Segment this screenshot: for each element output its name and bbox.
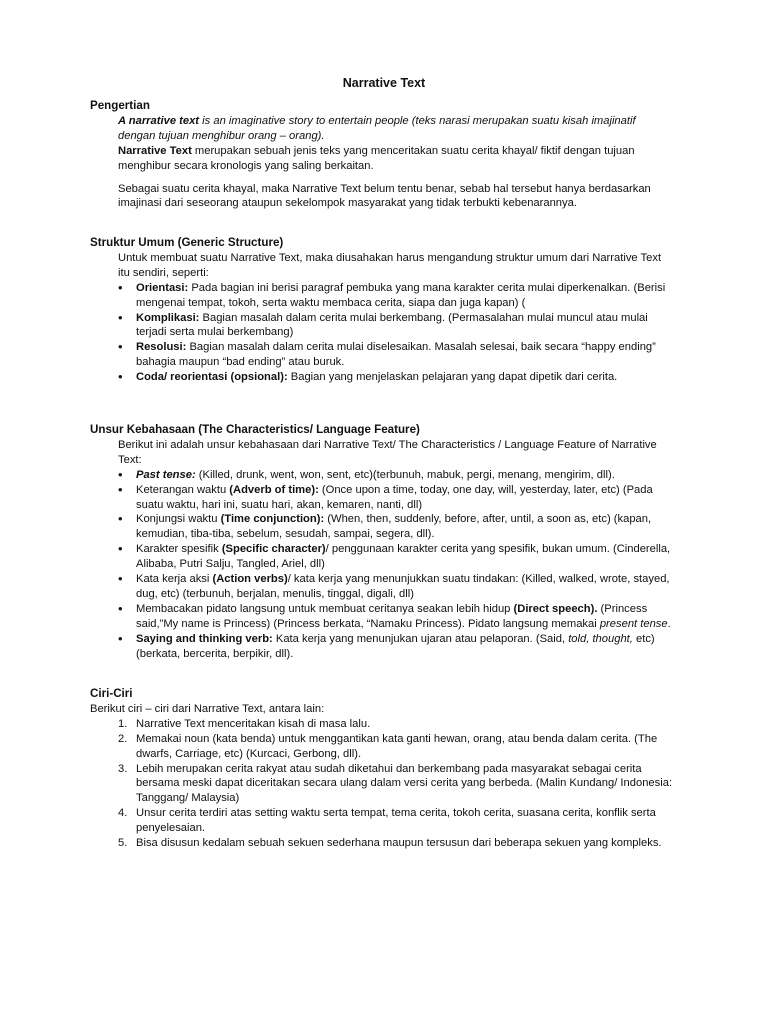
item-text: Unsur cerita terdiri atas setting waktu serta tempat, tema cerita, tokoh cerita, suasana cerita, konflik serta penyelesaian. xyxy=(136,807,656,835)
item-text: Membacakan pidato langsung untuk membuat ceritanya seakan lebih hidup xyxy=(136,602,514,615)
list-item xyxy=(118,602,675,632)
list-item xyxy=(118,512,675,542)
structure-list xyxy=(118,281,675,385)
section-struktur xyxy=(90,236,675,385)
item-text: Karakter spesifik xyxy=(136,543,222,556)
section-intro: Berikut ciri – ciri dari Narrative Text, antara lain: xyxy=(90,702,325,715)
term: Orientasi: xyxy=(136,281,189,294)
item-text: Bagian yang menjelaskan pelajaran yang dapat dipetik dari cerita. xyxy=(287,371,618,384)
item-text: Lebih merupakan cerita rakyat atau sudah diketahui dan berkembang pada masyarakat sebagai cerita bersama meski dapat diceritakan secara ulang dalam versi cerita yang berbeda. (Malin Kundang/ Indonesia: Tanggang/ Malaysia) xyxy=(136,762,673,805)
list-item xyxy=(118,762,675,807)
item-text: Konjungsi waktu xyxy=(136,513,221,526)
term: Resolusi: xyxy=(136,341,187,354)
section-unsur xyxy=(90,423,675,662)
item-text: Bagian masalah dalam cerita mulai diselesaikan. Masalah selesai, baik secara “happy ending” bahagia maupun “bad ending” atau buruk. xyxy=(136,341,656,369)
item-text: Pada bagian ini berisi paragraf pembuka yang mana karakter cerita mulai diperkenalkan. (Berisi mengenai tempat, tokoh, serta waktu membaca cerita, siapa dan juga kapan) ( xyxy=(136,281,666,309)
item-text: Kata kerja aksi xyxy=(136,573,213,586)
item-text: Narrative Text menceritakan kisah di masa lalu. xyxy=(136,717,371,730)
list-number: 4. xyxy=(118,807,128,820)
item-text: (When, then, suddenly, before, after, until, a soon as, etc) (kapan, kemudian, tiba-tiba, sebelum, sesudah, sampai, segera, dll). xyxy=(136,513,652,541)
section-heading: Struktur Umum (Generic Structure) xyxy=(90,236,284,249)
term: Komplikasi: xyxy=(136,311,200,324)
list-item xyxy=(118,483,675,513)
term: (Specific character) xyxy=(221,543,326,556)
term: Narrative Text xyxy=(118,144,192,157)
item-text: / kata kerja yang menunjukkan suatu tindakan: (Killed, walked, wrote, stayed, dug, etc) (terbunuh, berjalan, menulis, tinggal, digali, dll) xyxy=(136,573,670,600)
section-pengertian xyxy=(90,99,675,211)
paragraph-text: merupakan sebuah jenis teks yang menceritakan suatu cerita khayal/ fiktif dengan tujuan menghibur secara kronologis yang saling berkaitan. xyxy=(118,144,635,172)
item-text: (Princess said,”My name is Princess) (Princess berkata, “Namaku Princess). Pidato langsung memakai xyxy=(136,602,648,630)
item-text: Memakai noun (kata benda) untuk menggantikan kata ganti hewan, orang, atau benda dalam cerita. (The dwarfs, Carriage, etc) (Kurcaci, Gerbong, dll). xyxy=(136,732,658,760)
term: (Time conjunction): xyxy=(220,513,325,526)
list-item xyxy=(118,632,675,662)
paragraph: Sebagai suatu cerita khayal, maka Narrative Text belum tentu benar, sebab hal tersebut hanya berdasarkan imajinasi dari seseorang ataupun sekelompok masyarakat yang tidak terbukti kebenarannya. xyxy=(118,182,651,210)
item-text: etc) (berkata, bercerita, berpikir, dll). xyxy=(136,632,655,660)
term: (Action verbs) xyxy=(212,573,288,586)
list-item xyxy=(118,370,675,385)
item-text: Bagian masalah dalam cerita mulai berkembang. (Permasalahan mulai muncul atau mulai terjadi serta mulai berkembang) xyxy=(136,311,648,339)
section-ciri xyxy=(90,687,675,851)
list-item xyxy=(118,836,675,851)
item-text: Bisa disusun kedalam sebuah sekuen sederhana maupun tersusun dari beberapa sekuen yang kompleks. xyxy=(136,837,662,850)
list-item xyxy=(118,806,675,836)
list-item xyxy=(118,468,675,483)
section-heading: Pengertian xyxy=(90,99,150,112)
list-number: 3. xyxy=(118,762,128,775)
list-number: 1. xyxy=(118,717,128,730)
list-item xyxy=(118,542,675,572)
feature-list xyxy=(118,468,675,662)
term: (Adverb of time): xyxy=(229,483,319,496)
section-heading: Unsur Kebahasaan (The Characteristics/ Language Feature) xyxy=(90,423,420,436)
item-text: Keterangan waktu xyxy=(136,483,230,496)
list-item xyxy=(118,732,675,762)
list-item xyxy=(118,281,675,311)
list-number: 2. xyxy=(118,732,128,745)
characteristics-list xyxy=(118,717,675,851)
section-intro: Untuk membuat suatu Narrative Text, maka diusahakan harus mengandung struktur umum dari Narrative Text itu sendiri, seperti: xyxy=(118,251,662,279)
item-text: (Once upon a time, today, one day, will, yesterday, later, etc) (Pada suatu waktu, hari ini, suatu hari, akan, kemaren, nanti, dll) xyxy=(136,483,653,511)
item-text: Kata kerja yang menunjukan ujaran atau pelaporan. (Said, xyxy=(272,632,569,645)
term: (Direct speech). xyxy=(513,602,598,615)
term: Coda/ reorientasi (opsional): xyxy=(136,371,288,384)
list-item xyxy=(118,572,675,602)
definition-paragraph xyxy=(118,114,675,144)
definition-text: is an imaginative story to entertain people (teks narasi merupakan suatu kisah imajinatif dengan tujuan menghibur orang – orang). xyxy=(118,114,636,142)
list-number: 5. xyxy=(118,837,128,850)
item-text: . xyxy=(667,617,671,630)
term: Saying and thinking verb: xyxy=(136,632,273,645)
italic-term: told, thought, xyxy=(568,632,633,645)
item-text: / penggunaan karakter cerita yang spesifik, bukan umum. (Cinderella, Alibaba, Putri Salju, Tangled, Ariel, dll) xyxy=(136,543,671,571)
list-item xyxy=(118,717,675,732)
list-item xyxy=(118,311,675,341)
paragraph xyxy=(118,144,675,174)
italic-term: present tense xyxy=(599,617,668,630)
document-title: Narrative Text xyxy=(342,76,426,90)
definition-term: A narrative text xyxy=(118,114,200,127)
section-intro: Berikut ini adalah unsur kebahasaan dari Narrative Text/ The Characteristics / Language Feature of Narrative Text: xyxy=(118,438,657,466)
section-heading: Ciri-Ciri xyxy=(90,687,133,700)
term: Past tense: xyxy=(136,468,196,481)
item-text: (Killed, drunk, went, won, sent, etc)(terbunuh, mabuk, pergi, menang, mengirim, dll). xyxy=(195,468,615,481)
list-item xyxy=(118,340,675,370)
